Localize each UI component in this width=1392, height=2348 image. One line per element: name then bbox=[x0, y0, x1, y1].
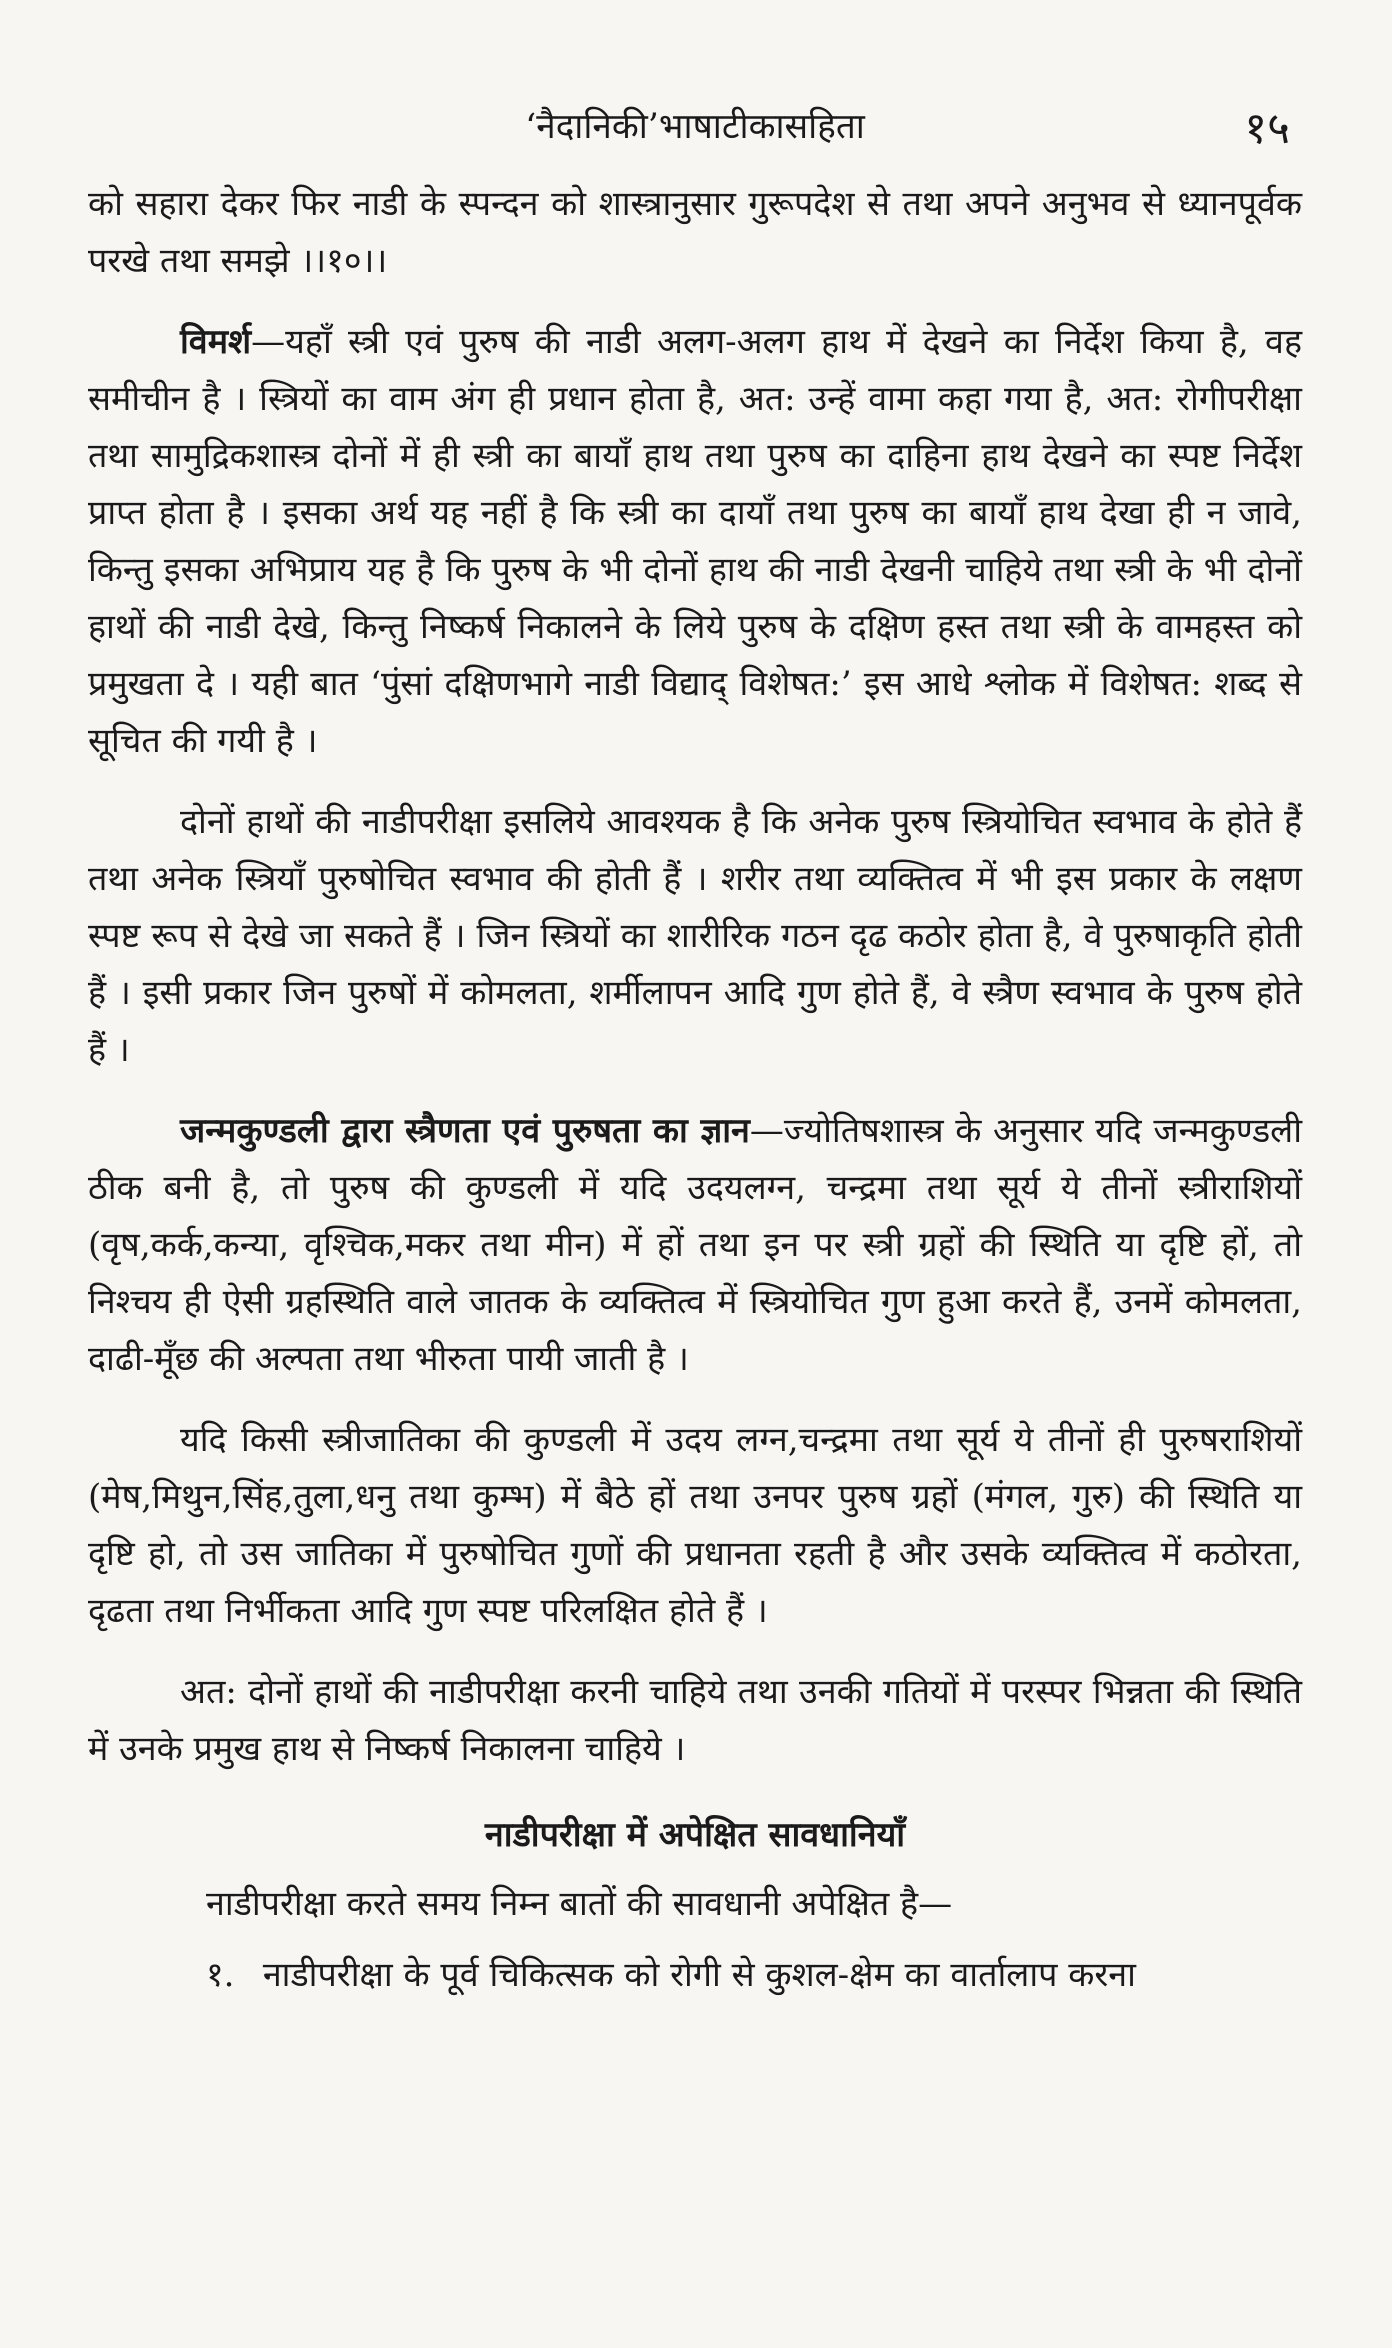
list-item-number: १. bbox=[206, 1955, 235, 1995]
paragraph-both-hands: दोनों हाथों की नाडीपरीक्षा इसलिये आवश्यक है कि अनेक पुरुष स्त्रियोचित स्वभाव के होते हैं तथा अनेक स्त्रियाँ पुरुषोचित स्वभाव की होती हैं । शरीर तथा व्यक्तित्व में भी इस प्रकार के लक्षण स्पष्ट रूप से देखे जा सकते हैं । जिन स्त्रियों का शारीरिक गठन दृढ कठोर होता है, वे पुरुषाकृति होती हैं । इसी प्रकार जिन पुरुषों में कोमलता, शर्मीलापन आदि गुण होते हैं, वे स्त्रैण स्वभाव के पुरुष होते हैं । bbox=[88, 802, 1302, 1070]
paragraph-conclusion: अत: दोनों हाथों की नाडीपरीक्षा करनी चाहिये तथा उनकी गतियों में परस्पर भिन्नता की स्थिति में उनके प्रमुख हाथ से निष्कर्ष निकालना चाहिये । bbox=[88, 1672, 1302, 1769]
page-number: १५ bbox=[1244, 103, 1290, 154]
paragraph-lead-vimarsh: विमर्श bbox=[180, 322, 252, 362]
running-header bbox=[88, 96, 1302, 176]
paragraph-vimarsh bbox=[88, 314, 1302, 770]
paragraph-continued: को सहारा देकर फिर नाडी के स्पन्दन को शास्त्रानुसार गुरूपदेश से तथा अपने अनुभव से ध्यानपूर्वक परखे तथा समझे ।।१०।। bbox=[88, 184, 1302, 281]
paragraph-janmakundali bbox=[88, 1103, 1302, 1388]
paragraph-stri-jatika: यदि किसी स्त्रीजातिका की कुण्डली में उदय लग्न,चन्द्रमा तथा सूर्य ये तीनों ही पुरुषराशियों (मेष,मिथुन,सिंह,तुला,धनु तथा कुम्भ) में बैठे हों तथा उनपर पुरुष ग्रहों (मंगल, गुरु) की स्थिति या दृष्टि हो, तो उस जातिका में पुरुषोचित गुणों की प्रधानता रहती है और उसके व्यक्तित्व में कठोरता, दृढता तथा निर्भीकता आदि गुण स्पष्ट परिलक्षित होते हैं । bbox=[88, 1420, 1302, 1631]
list-item-text: नाडीपरीक्षा के पूर्व चिकित्सक को रोगी से कुशल-क्षेम का वार्तालाप करना bbox=[262, 1955, 1136, 1995]
paragraph-lead-janmakundali: जन्मकुण्डली द्वारा स्त्रैणता एवं पुरुषता का ज्ञान bbox=[180, 1111, 750, 1151]
list-intro: नाडीपरीक्षा करते समय निम्न बातों की सावधानी अपेक्षित है— bbox=[206, 1884, 953, 1924]
running-title: ‘नैदानिकी’भाषाटीकासहिता bbox=[525, 107, 865, 147]
list-item bbox=[88, 1947, 1302, 2004]
paragraph-text-vimarsh: —यहाँ स्त्री एवं पुरुष की नाडी अलग-अलग हाथ में देखने का निर्देश किया है, वह समीचीन है । स्त्रियों का वाम अंग ही प्रधान होता है, अत: उन्हें वामा कहा गया है, अत: रोगीपरीक्षा तथा सामुद्रिकशास्त्र दोनों में ही स्त्री का बायाँ हाथ तथा पुरुष का दाहिना हाथ देखने का स्पष्ट निर्देश प्राप्त होता है । इसका अर्थ यह नहीं है कि स्त्री का दायाँ तथा पुरुष का बायाँ हाथ देखा ही न जावे, किन्तु इसका अभिप्राय यह है कि पुरुष के भी दोनों हाथ की नाडी देखनी चाहिये तथा स्त्री के भी दोनों हाथों की नाडी देखे, किन्तु निष्कर्ष निकालने के लिये पुरुष के दक्षिण हस्त तथा स्त्री के वामहस्त को प्रमुखता दे । यही बात ‘पुंसां दक्षिणभागे नाडी विद्याद् विशेषत:’ इस आधे श्लोक में विशेषत: शब्द से सूचित की गयी है । bbox=[88, 322, 1302, 761]
section-heading: नाडीपरीक्षा में अपेक्षित सावधानियाँ bbox=[484, 1815, 906, 1855]
paragraph-text-janmakundali: —ज्योतिषशास्त्र के अनुसार यदि जन्मकुण्डली ठीक बनी है, तो पुरुष की कुण्डली में यदि उदयलग्न, चन्द्रमा तथा सूर्य ये तीनों स्त्रीराशियों (वृष,कर्क,कन्या, वृश्चिक,मकर तथा मीन) में हों तथा इन पर स्त्री ग्रहों की स्थिति या दृष्टि हों, तो निश्चय ही ऐसी ग्रहस्थिति वाले जातक के व्यक्तित्व में स्त्रियोचित गुण हुआ करते हैं, उनमें कोमलता, दाढी-मूँछ की अल्पता तथा भीरुता पायी जाती है । bbox=[88, 1111, 1302, 1379]
